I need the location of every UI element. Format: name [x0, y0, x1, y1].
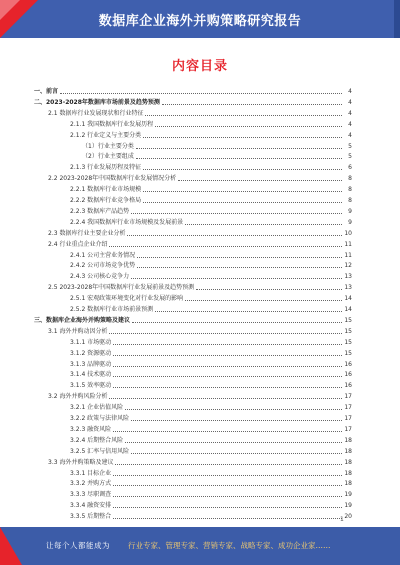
- toc-leader-dots: [131, 453, 342, 454]
- toc-leader-dots: [145, 115, 342, 116]
- toc-entry-page: 20: [344, 513, 352, 521]
- toc-entry-title: 2.4 行业重点企业介绍: [48, 240, 108, 248]
- toc-entry-page: 15: [344, 327, 352, 335]
- toc-entry[interactable]: [34, 250, 352, 260]
- toc-entry[interactable]: [34, 424, 352, 434]
- toc-entry-title: 3.1.4 技术驱动: [70, 371, 112, 379]
- toc-entry-page: 17: [344, 415, 352, 422]
- toc-entry-page: 18: [344, 447, 352, 455]
- toc-entry[interactable]: [34, 435, 352, 445]
- toc-entry[interactable]: [34, 511, 352, 521]
- toc-entry[interactable]: [34, 206, 352, 216]
- toc-entry[interactable]: [34, 304, 352, 314]
- footer-red-corner: [0, 527, 22, 565]
- toc-entry-page: 14: [344, 295, 352, 303]
- toc-entry-page: 19: [344, 502, 352, 510]
- toc-entry-page: 4: [348, 120, 352, 128]
- toc-entry-title: 2.2.3 数据库产品趋势: [70, 207, 130, 215]
- toc-leader-dots: [155, 311, 342, 312]
- toc-entry-title: 2.4.1 公司主营业务情况: [70, 251, 136, 259]
- toc-entry-page: 13: [344, 273, 352, 281]
- toc-entry-page: 9: [348, 218, 352, 226]
- toc-entry[interactable]: [34, 391, 352, 401]
- toc-entry[interactable]: [34, 457, 352, 467]
- toc-leader-dots: [185, 300, 342, 301]
- report-header: [0, 0, 400, 38]
- toc-entry[interactable]: [34, 239, 352, 249]
- toc-entry[interactable]: [34, 413, 352, 423]
- toc-entry-page: 13: [344, 284, 352, 292]
- toc-entry-page: 8: [348, 175, 352, 183]
- toc-leader-dots: [113, 507, 342, 508]
- toc-entry-title: 3.3 海外并购策略及建议: [48, 458, 114, 466]
- toc-entry[interactable]: [34, 359, 352, 369]
- toc-entry-page: 15: [344, 338, 352, 346]
- toc-leader-dots: [113, 496, 342, 497]
- toc-leader-dots: [113, 387, 342, 388]
- toc-entry[interactable]: [34, 315, 352, 325]
- toc-leader-dots: [113, 475, 342, 476]
- toc-entry-page: 17: [344, 393, 352, 401]
- toc-entry-title: 2.5 2023-2028年中国数据库行业发展前景及趋势预测: [48, 284, 195, 292]
- toc-entry-title: （1）行业主要分类: [82, 142, 134, 150]
- toc-entry-page: 4: [348, 131, 352, 139]
- toc-entry-page: 10: [344, 229, 352, 237]
- toc-leader-dots: [127, 235, 342, 236]
- toc-leader-dots: [178, 180, 342, 181]
- toc-entry[interactable]: [34, 141, 352, 151]
- toc-entry-title: 2.5.2 数据库行业市场前景预测: [70, 306, 154, 313]
- toc-entry-title: 2.2.1 数据库行业市场规模: [70, 186, 142, 194]
- toc-entry-title: （2）行业主要组成: [82, 153, 134, 161]
- toc-leader-dots: [162, 104, 342, 105]
- toc-leader-dots: [113, 431, 342, 432]
- toc-entry-title: 三、数据库企业海外并购策略及建议: [34, 316, 131, 324]
- toc-leader-dots: [137, 257, 342, 258]
- toc-entry-page: 8: [348, 186, 352, 194]
- toc-entry-title: 3.3.4 融资安排: [70, 502, 112, 510]
- toc-entry[interactable]: [34, 119, 352, 129]
- toc-entry-page: 4: [348, 109, 352, 117]
- toc-entry-page: 15: [344, 316, 352, 324]
- toc-entry-page: 18: [344, 469, 352, 477]
- toc-entry-title: 2.4.3 公司核心竞争力: [70, 273, 130, 281]
- toc-entry[interactable]: [34, 151, 352, 161]
- toc-heading: 内容目录: [171, 59, 228, 74]
- toc-entry[interactable]: [34, 468, 352, 478]
- footer-roles: 行业专家、管理专家、营销专家、战略专家、成功企业家……: [128, 541, 331, 550]
- toc-entry-title: 2.2.4 我国数据库行业市场规模及发展前景: [70, 218, 184, 226]
- report-footer: [0, 527, 400, 565]
- toc-entry[interactable]: [34, 228, 352, 238]
- toc-entry-title: 3.2.4 后期整合风险: [70, 436, 124, 444]
- toc-entry-title: 3.2.5 汇率与信用风险: [70, 447, 130, 455]
- toc-entry-title: 2.4.2 公司市场竞争优势: [70, 262, 136, 270]
- toc-entry[interactable]: [34, 446, 352, 456]
- toc-leader-dots: [109, 246, 342, 247]
- page-marker: 1: [340, 516, 344, 523]
- toc-entry-title: 2.1.2 行业定义与主要分类: [70, 131, 142, 139]
- toc-entry[interactable]: [34, 293, 352, 303]
- toc-entry[interactable]: [34, 173, 352, 183]
- toc-leader-dots: [113, 344, 342, 345]
- toc-entry-page: 5: [348, 142, 352, 150]
- toc-leader-dots: [185, 224, 342, 225]
- footer-slogan: 让每个人都能成为: [46, 541, 110, 550]
- toc-entry[interactable]: [34, 217, 352, 227]
- toc-entry-page: 8: [348, 197, 352, 204]
- toc-leader-dots: [132, 322, 342, 323]
- toc-entry-page: 12: [344, 262, 352, 270]
- toc-entry[interactable]: [34, 337, 352, 347]
- toc-entry-title: 3.1.5 效率驱动: [70, 382, 112, 390]
- toc-entry-page: 17: [344, 404, 352, 412]
- toc-entry[interactable]: [34, 184, 352, 194]
- toc-entry-page: 9: [348, 207, 352, 215]
- toc-entry-title: 2.5.1 宏观政策环境变化对行业发展的影响: [70, 295, 184, 303]
- toc-entry-page: 18: [344, 436, 352, 444]
- toc-entry-page: 15: [344, 349, 352, 357]
- toc-entry-page: 16: [344, 382, 352, 390]
- toc-entry-page: 18: [344, 458, 352, 466]
- toc-entry-page: 14: [344, 306, 352, 313]
- toc-entry[interactable]: [34, 195, 352, 205]
- toc-entry-title: 2.1.1 我国数据库行业发展历程: [70, 120, 154, 128]
- toc-leader-dots: [113, 518, 342, 519]
- toc-entry[interactable]: [34, 500, 352, 510]
- toc-leader-dots: [115, 464, 342, 465]
- toc-entry-page: 6: [348, 164, 352, 172]
- toc-leader-dots: [131, 420, 342, 421]
- toc-leader-dots: [113, 355, 342, 356]
- toc-entry-title: 二、2023-2028年数据库市场前景及趋势预测: [34, 98, 160, 106]
- toc-entry-title: 3.3.1 目标企业: [70, 469, 112, 477]
- toc-entry-title: 3.2.2 政策与法律风险: [70, 415, 130, 422]
- header-right-accent: [394, 0, 400, 38]
- toc-leader-dots: [109, 398, 342, 399]
- toc-entry-title: 3.3.2 并购方式: [70, 480, 112, 488]
- toc-entry-page: 5: [348, 153, 352, 161]
- toc-leader-dots: [137, 267, 342, 268]
- toc-leader-dots: [109, 333, 342, 334]
- toc-entry-title: 2.2 2023-2028年中国数据库行业发展情况分析: [48, 175, 177, 183]
- toc-leader-dots: [143, 191, 342, 192]
- toc-entry[interactable]: [34, 271, 352, 281]
- toc-entry[interactable]: [34, 369, 352, 379]
- toc-leader-dots: [125, 409, 342, 410]
- toc-entry[interactable]: [34, 260, 352, 270]
- toc-entry-title: 3.2.3 融资风险: [70, 425, 112, 433]
- toc-leader-dots: [131, 278, 342, 279]
- toc-leader-dots: [131, 213, 342, 214]
- toc-entry-title: 2.2.2 数据库行业竞争格局: [70, 197, 142, 204]
- toc-entry[interactable]: [34, 348, 352, 358]
- toc-entry-title: 3.3.3 尽职调查: [70, 491, 112, 499]
- toc-leader-dots: [196, 289, 342, 290]
- table-of-contents: [34, 86, 352, 521]
- report-title: 数据库企业海外并购策略研究报告: [98, 14, 302, 29]
- toc-entry-title: 2.3 数据库行业主要企业分析: [48, 229, 126, 237]
- toc-leader-dots: [113, 366, 342, 367]
- toc-entry[interactable]: [34, 402, 352, 412]
- toc-entry[interactable]: [34, 282, 352, 292]
- toc-entry[interactable]: [34, 130, 352, 140]
- toc-entry-page: 11: [344, 251, 352, 259]
- toc-entry-title: 3.3.5 后期整合: [70, 513, 112, 521]
- toc-entry-page: 16: [344, 360, 352, 368]
- toc-leader-dots: [143, 202, 342, 203]
- toc-leader-dots: [60, 93, 342, 94]
- toc-leader-dots: [113, 376, 342, 377]
- toc-leader-dots: [113, 485, 342, 486]
- toc-entry[interactable]: [34, 489, 352, 499]
- toc-entry[interactable]: [34, 97, 352, 107]
- toc-entry-title: 3.1.3 品牌驱动: [70, 360, 112, 368]
- toc-leader-dots: [125, 442, 342, 443]
- toc-entry-page: 11: [344, 240, 352, 248]
- toc-entry-title: 3.1.2 资源驱动: [70, 349, 112, 357]
- toc-entry[interactable]: [34, 162, 352, 172]
- toc-entry-page: 16: [344, 371, 352, 379]
- toc-leader-dots: [136, 158, 342, 159]
- toc-leader-dots: [136, 148, 342, 149]
- toc-entry-page: 19: [344, 491, 352, 499]
- toc-leader-dots: [143, 169, 342, 170]
- toc-entry[interactable]: [34, 86, 352, 96]
- toc-entry[interactable]: [34, 478, 352, 488]
- toc-entry-title: 3.1 海外并购动因分析: [48, 327, 108, 335]
- toc-entry-page: 4: [348, 88, 352, 95]
- toc-entry-page: 18: [344, 480, 352, 488]
- toc-leader-dots: [155, 126, 342, 127]
- toc-entry-title: 3.1.1 市场驱动: [70, 338, 112, 346]
- toc-entry-title: 一、前言: [34, 88, 59, 95]
- toc-entry-title: 2.1 数据库行业发展现状和行业特征: [48, 109, 144, 117]
- toc-entry-page: 17: [344, 425, 352, 433]
- toc-entry-title: 3.2 海外并购风险分析: [48, 393, 108, 401]
- toc-entry[interactable]: [34, 380, 352, 390]
- toc-entry[interactable]: [34, 108, 352, 118]
- toc-leader-dots: [143, 137, 342, 138]
- toc-entry-title: 2.1.3 行业发展历程及特征: [70, 164, 142, 172]
- toc-entry-title: 3.2.1 企业估值风险: [70, 404, 124, 412]
- toc-entry-page: 4: [348, 98, 352, 106]
- toc-entry[interactable]: [34, 326, 352, 336]
